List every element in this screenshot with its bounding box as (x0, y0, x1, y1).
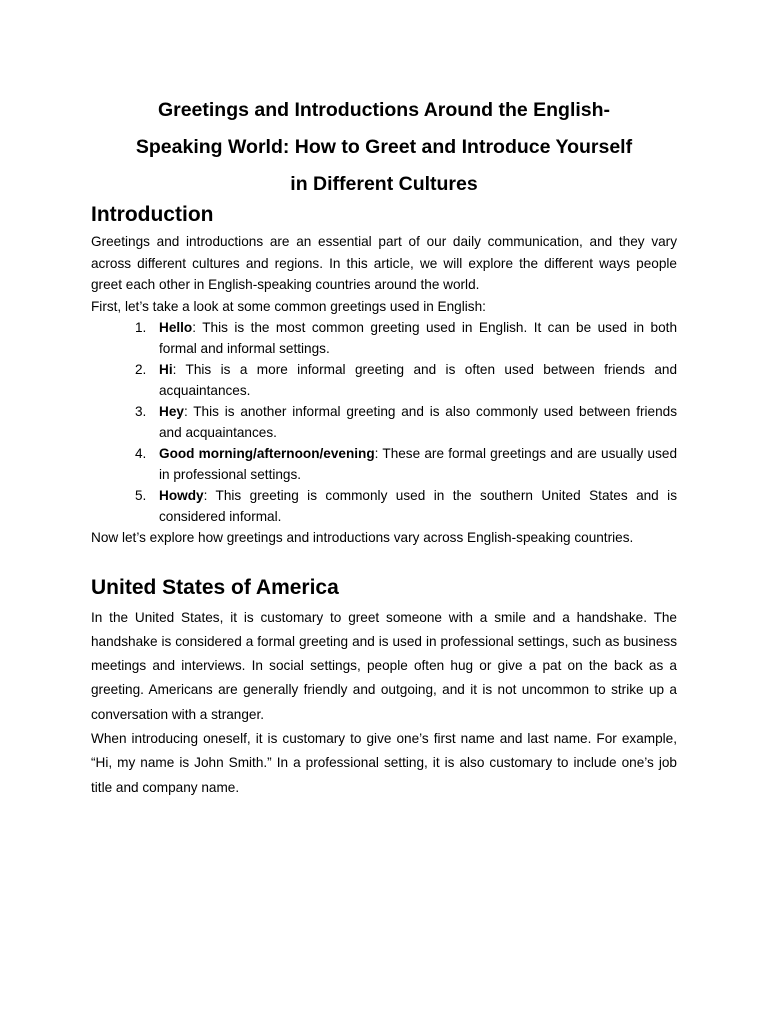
document-title (91, 92, 677, 203)
list-item (91, 359, 677, 401)
title-line: in Different Cultures (290, 173, 478, 195)
greeting-term: Hi (159, 362, 173, 377)
greeting-description: : This is a more informal greeting and is often used between friends and acquaintances. (159, 362, 677, 398)
list-item (91, 443, 677, 485)
greeting-term: Good morning/afternoon/evening (159, 446, 375, 461)
greeting-description: : This is another informal greeting and is also commonly used between friends and acquaintances. (159, 404, 677, 440)
list-item-number: 4. (135, 446, 147, 461)
list-item (91, 317, 677, 359)
section-heading-usa: United States of America (91, 575, 339, 599)
greeting-description: : This is the most common greeting used in English. It can be used in both formal and informal settings. (159, 320, 677, 356)
title-line: Greetings and Introductions Around the English- (157, 99, 611, 121)
usa-paragraph-greetings: In the United States, it is customary to greet someone with a smile and a handshake. The handshake is considered a formal greeting and is used in professional settings, such as business meetings and interviews. In social settings, people often hug or give a pat on the back as a greeting. Americans are generally friendly and outgoing, and it is not uncommon to strike up a conversation with a stranger. (91, 609, 677, 722)
list-item (91, 485, 677, 527)
list-item-number: 5. (135, 488, 147, 503)
greeting-description: : This greeting is commonly used in the southern United States and is considered informal. (159, 488, 677, 524)
greeting-term: Howdy (159, 488, 204, 503)
intro-paragraph: Greetings and introductions are an essential part of our daily communication, and they vary across different cultures and regions. In this article, we will explore the different ways people greet each other in English-speaking countries around the world. (91, 234, 677, 292)
usa-paragraph-introductions: When introducing oneself, it is customary to give one’s first name and last name. For example, “Hi, my name is John Smith.” In a professional setting, it is also customary to include one’s job title and company name. (91, 730, 677, 795)
list-item-number: 2. (135, 362, 147, 377)
greeting-term: Hello (159, 320, 193, 335)
transition-paragraph: Now let’s explore how greetings and introductions vary across English-speaking countries. (91, 530, 634, 545)
section-heading-introduction: Introduction (91, 203, 214, 226)
list-item (91, 401, 677, 443)
document-page (91, 92, 677, 800)
list-item-number: 3. (135, 404, 147, 419)
greeting-term: Hey (159, 404, 184, 419)
list-lead-text: First, let’s take a look at some common greetings used in English: (91, 298, 486, 314)
title-line: Speaking World: How to Greet and Introduce Yourself (135, 136, 633, 158)
greeting-description: : These are formal greetings and are usually used in professional settings. (159, 446, 678, 482)
list-item-number: 1. (135, 320, 147, 335)
greetings-list (91, 317, 677, 527)
